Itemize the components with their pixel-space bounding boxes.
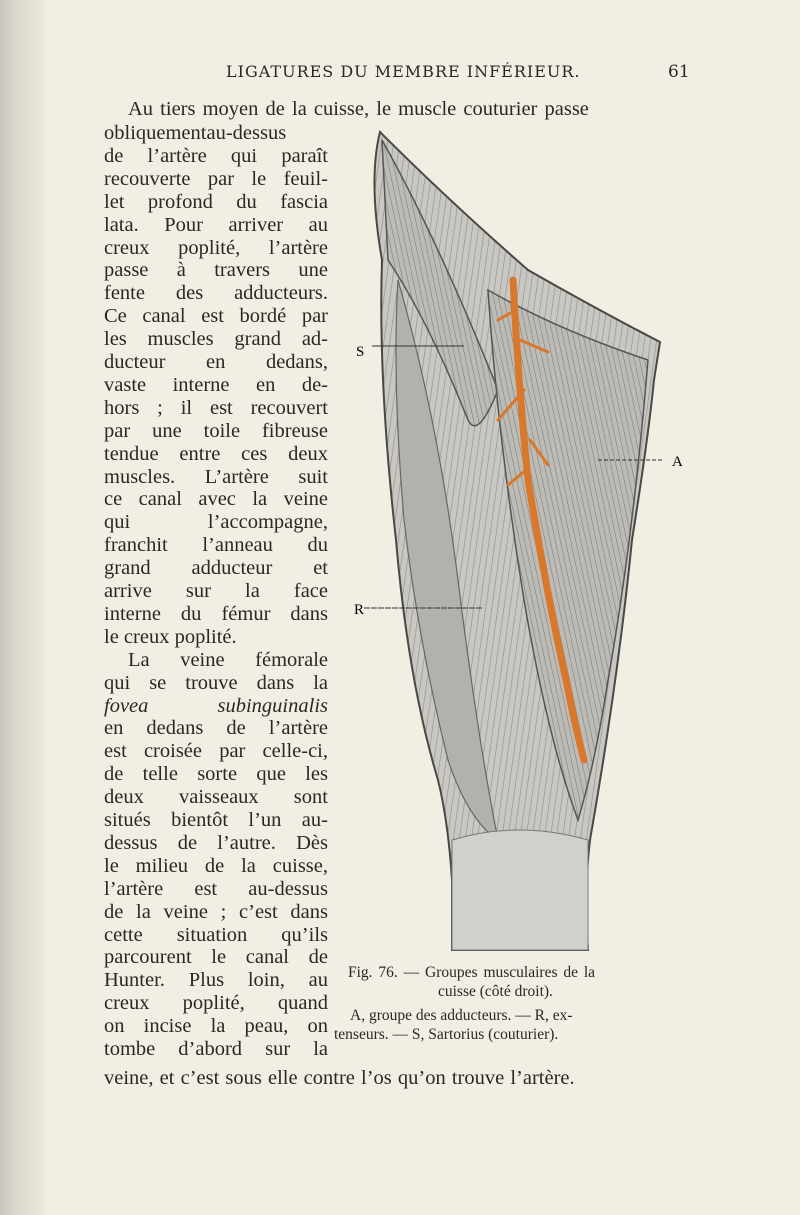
body-column-line: arrive sur la face <box>104 580 328 602</box>
figure-legend-line2: tenseurs. — S, Sartorius (couturier). <box>334 1026 559 1043</box>
body-column-line: fente des adducteurs. <box>104 282 328 305</box>
body-column-line: est croisée par celle-ci, <box>104 740 328 763</box>
body-column-line: tendue entre ces deux <box>104 442 328 465</box>
body-column-line: obliquementau-dessus <box>104 122 287 144</box>
body-column-line: franchit l’anneau du <box>104 534 328 557</box>
body-column-line: La veine fémorale <box>128 648 328 671</box>
body-column-line: l’artère est au-dessus <box>104 877 328 900</box>
body-column-line: creux poplité, quand <box>104 992 328 1015</box>
body-column-line: creux poplité, l’artère <box>104 236 328 259</box>
body-column-line: de telle sorte que les <box>104 763 328 786</box>
body-column-line: parcourent le canal de <box>104 946 328 969</box>
body-first-line: Au tiers moyen de la cuisse, le muscle couturier passe <box>128 98 589 120</box>
body-column-line: tombe d’abord sur la <box>104 1038 328 1060</box>
body-last-line: veine, et c’est sous elle contre l’os qu’on trouve l’artère. <box>104 1067 575 1089</box>
body-column-line: recouverte par le feuil- <box>104 167 328 190</box>
label-a: A <box>672 454 683 470</box>
body-column-line: on incise la peau, on <box>104 1015 328 1038</box>
figure-caption-line1: Fig. 76. — Groupes musculaires de la <box>348 964 596 981</box>
body-column-line: de la veine ; c’est dans <box>104 900 328 923</box>
body-column-line: grand adducteur et <box>104 557 328 580</box>
thigh-muscles-figure <box>348 120 688 960</box>
body-column-line: passe à travers une <box>104 259 328 282</box>
figure-legend-line1: A, groupe des adducteurs. — R, ex- <box>350 1007 573 1024</box>
body-column-line: cette situation qu’ils <box>104 923 328 946</box>
body-column-line: vaste interne en de- <box>104 373 328 396</box>
book-spine-shadow <box>0 0 44 1215</box>
running-title: LIGATURES DU MEMBRE INFÉRIEUR. <box>226 62 581 81</box>
body-column-line: par une toile fibreuse <box>104 419 328 442</box>
body-column-line: Hunter. Plus loin, au <box>104 969 328 992</box>
label-s: S <box>356 344 365 360</box>
body-column-line: let profond du fascia <box>104 190 328 213</box>
body-column-line: muscles. L’artère suit <box>104 465 328 488</box>
body-column-line: en dedans de l’artère <box>104 717 328 740</box>
body-column-line: ce canal avec la veine <box>104 488 328 511</box>
body-column-line: le milieu de la cuisse, <box>104 854 328 877</box>
body-column-line: le creux poplité. <box>104 625 237 648</box>
body-column-line: lata. Pour arriver au <box>104 213 328 236</box>
knee-region <box>452 830 588 950</box>
body-column-line: qui se trouve dans la <box>104 671 328 694</box>
body-column-line: qui l’accompagne, <box>104 511 328 534</box>
body-column-line: de l’artère qui paraît <box>104 144 328 167</box>
body-column-line: situés bientôt l’un au- <box>104 809 328 831</box>
body-column-line: les muscles grand ad- <box>104 328 328 351</box>
body-column-line: interne du fémur dans <box>104 602 328 625</box>
body-column-line: fovea subinguinalis <box>104 694 328 717</box>
body-column-line: Ce canal est bordé par <box>104 305 328 328</box>
body-column-line: deux vaisseaux sont <box>104 786 328 809</box>
label-r: R <box>354 602 365 618</box>
figure-caption-line2: cuisse (côté droit). <box>438 983 553 1000</box>
body-column-line: ducteur en dedans, <box>104 351 328 373</box>
body-column-line: hors ; il est recouvert <box>104 396 328 419</box>
page-number: 61 <box>668 62 690 82</box>
body-column-line: dessus de l’autre. Dès <box>104 831 328 854</box>
